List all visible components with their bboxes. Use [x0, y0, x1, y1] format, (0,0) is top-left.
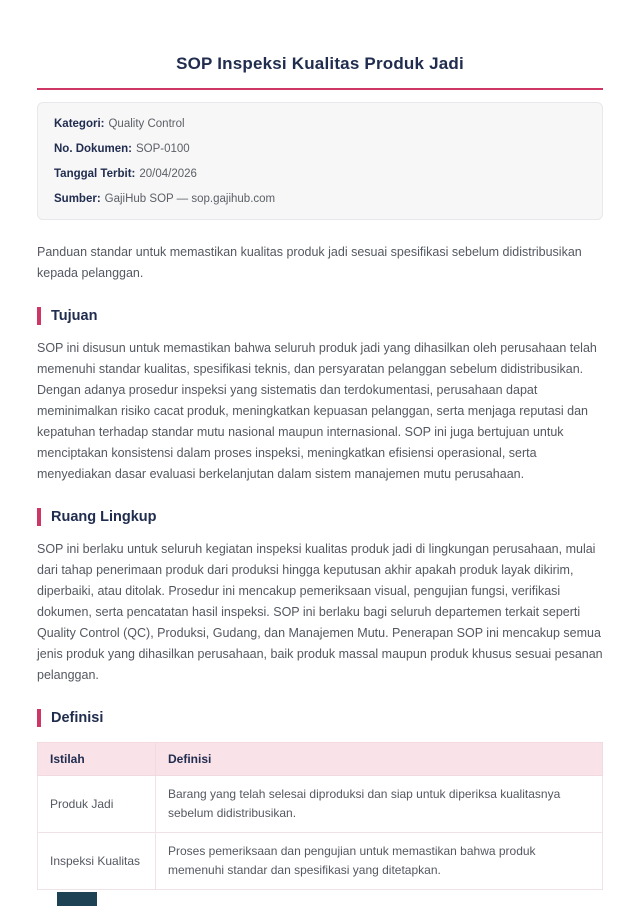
document-content [0, 54, 640, 890]
definitions-table [37, 742, 603, 890]
table-row [38, 776, 603, 833]
meta-value-kategori: Quality Control [108, 118, 185, 130]
title-divider [37, 88, 603, 90]
section-title-tujuan: Tujuan [51, 308, 98, 324]
section-heading-tujuan [37, 307, 603, 325]
section-accent-bar-icon [37, 709, 41, 727]
definitions-table-header-row [38, 743, 603, 776]
meta-label-sumber: Sumber: [54, 193, 101, 205]
table-cell-term: Produk Jadi [38, 776, 156, 833]
table-header-definisi: Definisi [156, 743, 603, 776]
meta-value-sumber: GajiHub SOP — sop.gajihub.com [104, 193, 276, 205]
table-row [38, 833, 603, 890]
section-heading-definisi [37, 709, 603, 727]
table-header-istilah: Istilah [38, 743, 156, 776]
meta-label-tanggal-terbit: Tanggal Terbit: [54, 168, 136, 180]
section-accent-bar-icon [37, 307, 41, 325]
section-body-tujuan: SOP ini disusun untuk memastikan bahwa seluruh produk jadi yang dihasilkan oleh perusahaan telah memenuhi standar kualitas, spesifikasi teknis, dan persyaratan pelanggan sebelum didistribusikan. Dengan adanya prosedur inspeksi yang sistematis dan terdokumentasi, perusahaan dapat meminimalkan risiko cacat produk, meningkatkan kepuasan pelanggan, serta menjaga reputasi dan kepatuhan terhadap standar mutu nasional maupun internasional. SOP ini juga bertujuan untuk menciptakan konsistensi dalam proses inspeksi, meningkatkan efisiensi operasional, serta menyediakan dasar evaluasi berkelanjutan dalam sistem manajemen mutu perusahaan. [37, 341, 597, 481]
intro-paragraph: Panduan standar untuk memastikan kualitas produk jadi sesuai spesifikasi sebelum didistribusikan kepada pelanggan. [37, 245, 582, 280]
meta-label-kategori: Kategori: [54, 118, 105, 130]
section-accent-bar-icon [37, 508, 41, 526]
meta-row-sumber [54, 192, 586, 206]
meta-row-tanggal-terbit [54, 167, 586, 181]
section-body-ruang-lingkup: SOP ini berlaku untuk seluruh kegiatan inspeksi kualitas produk jadi di lingkungan perusahaan, mulai dari tahap penerimaan produk dari produksi hingga keputusan akhir apakah produk layak dikirim, diperbaiki, atau ditolak. Prosedur ini mencakup pemeriksaan visual, pengujian fungsi, verifikasi dokumen, serta pencatatan hasil inspeksi. SOP ini berlaku bagi seluruh departemen terkait seperti Quality Control (QC), Produksi, Gudang, dan Manajemen Mutu. Penerapan SOP ini mencakup semua jenis produk yang dihasilkan perusahaan, baik produk massal maupun produk khusus sesuai pesanan pelanggan. [37, 542, 603, 682]
section-title-ruang-lingkup: Ruang Lingkup [51, 509, 157, 525]
section-heading-ruang-lingkup [37, 508, 603, 526]
table-cell-definition: Proses pemeriksaan dan pengujian untuk memastikan bahwa produk memenuhi standar dan spesifikasi yang ditetapkan. [156, 833, 603, 890]
meta-value-tanggal-terbit: 20/04/2026 [139, 168, 197, 180]
section-title-definisi: Definisi [51, 710, 104, 726]
meta-value-no-dokumen: SOP-0100 [135, 143, 190, 155]
page-bottom-partial-block [57, 892, 97, 906]
meta-label-no-dokumen: No. Dokumen: [54, 143, 132, 155]
page-title: SOP Inspeksi Kualitas Produk Jadi [176, 54, 464, 73]
meta-row-kategori [54, 117, 586, 131]
table-cell-term: Inspeksi Kualitas [38, 833, 156, 890]
metadata-card [37, 102, 603, 220]
meta-row-no-dokumen [54, 142, 586, 156]
table-cell-definition: Barang yang telah selesai diproduksi dan siap untuk diperiksa kualitasnya sebelum didistribusikan. [156, 776, 603, 833]
